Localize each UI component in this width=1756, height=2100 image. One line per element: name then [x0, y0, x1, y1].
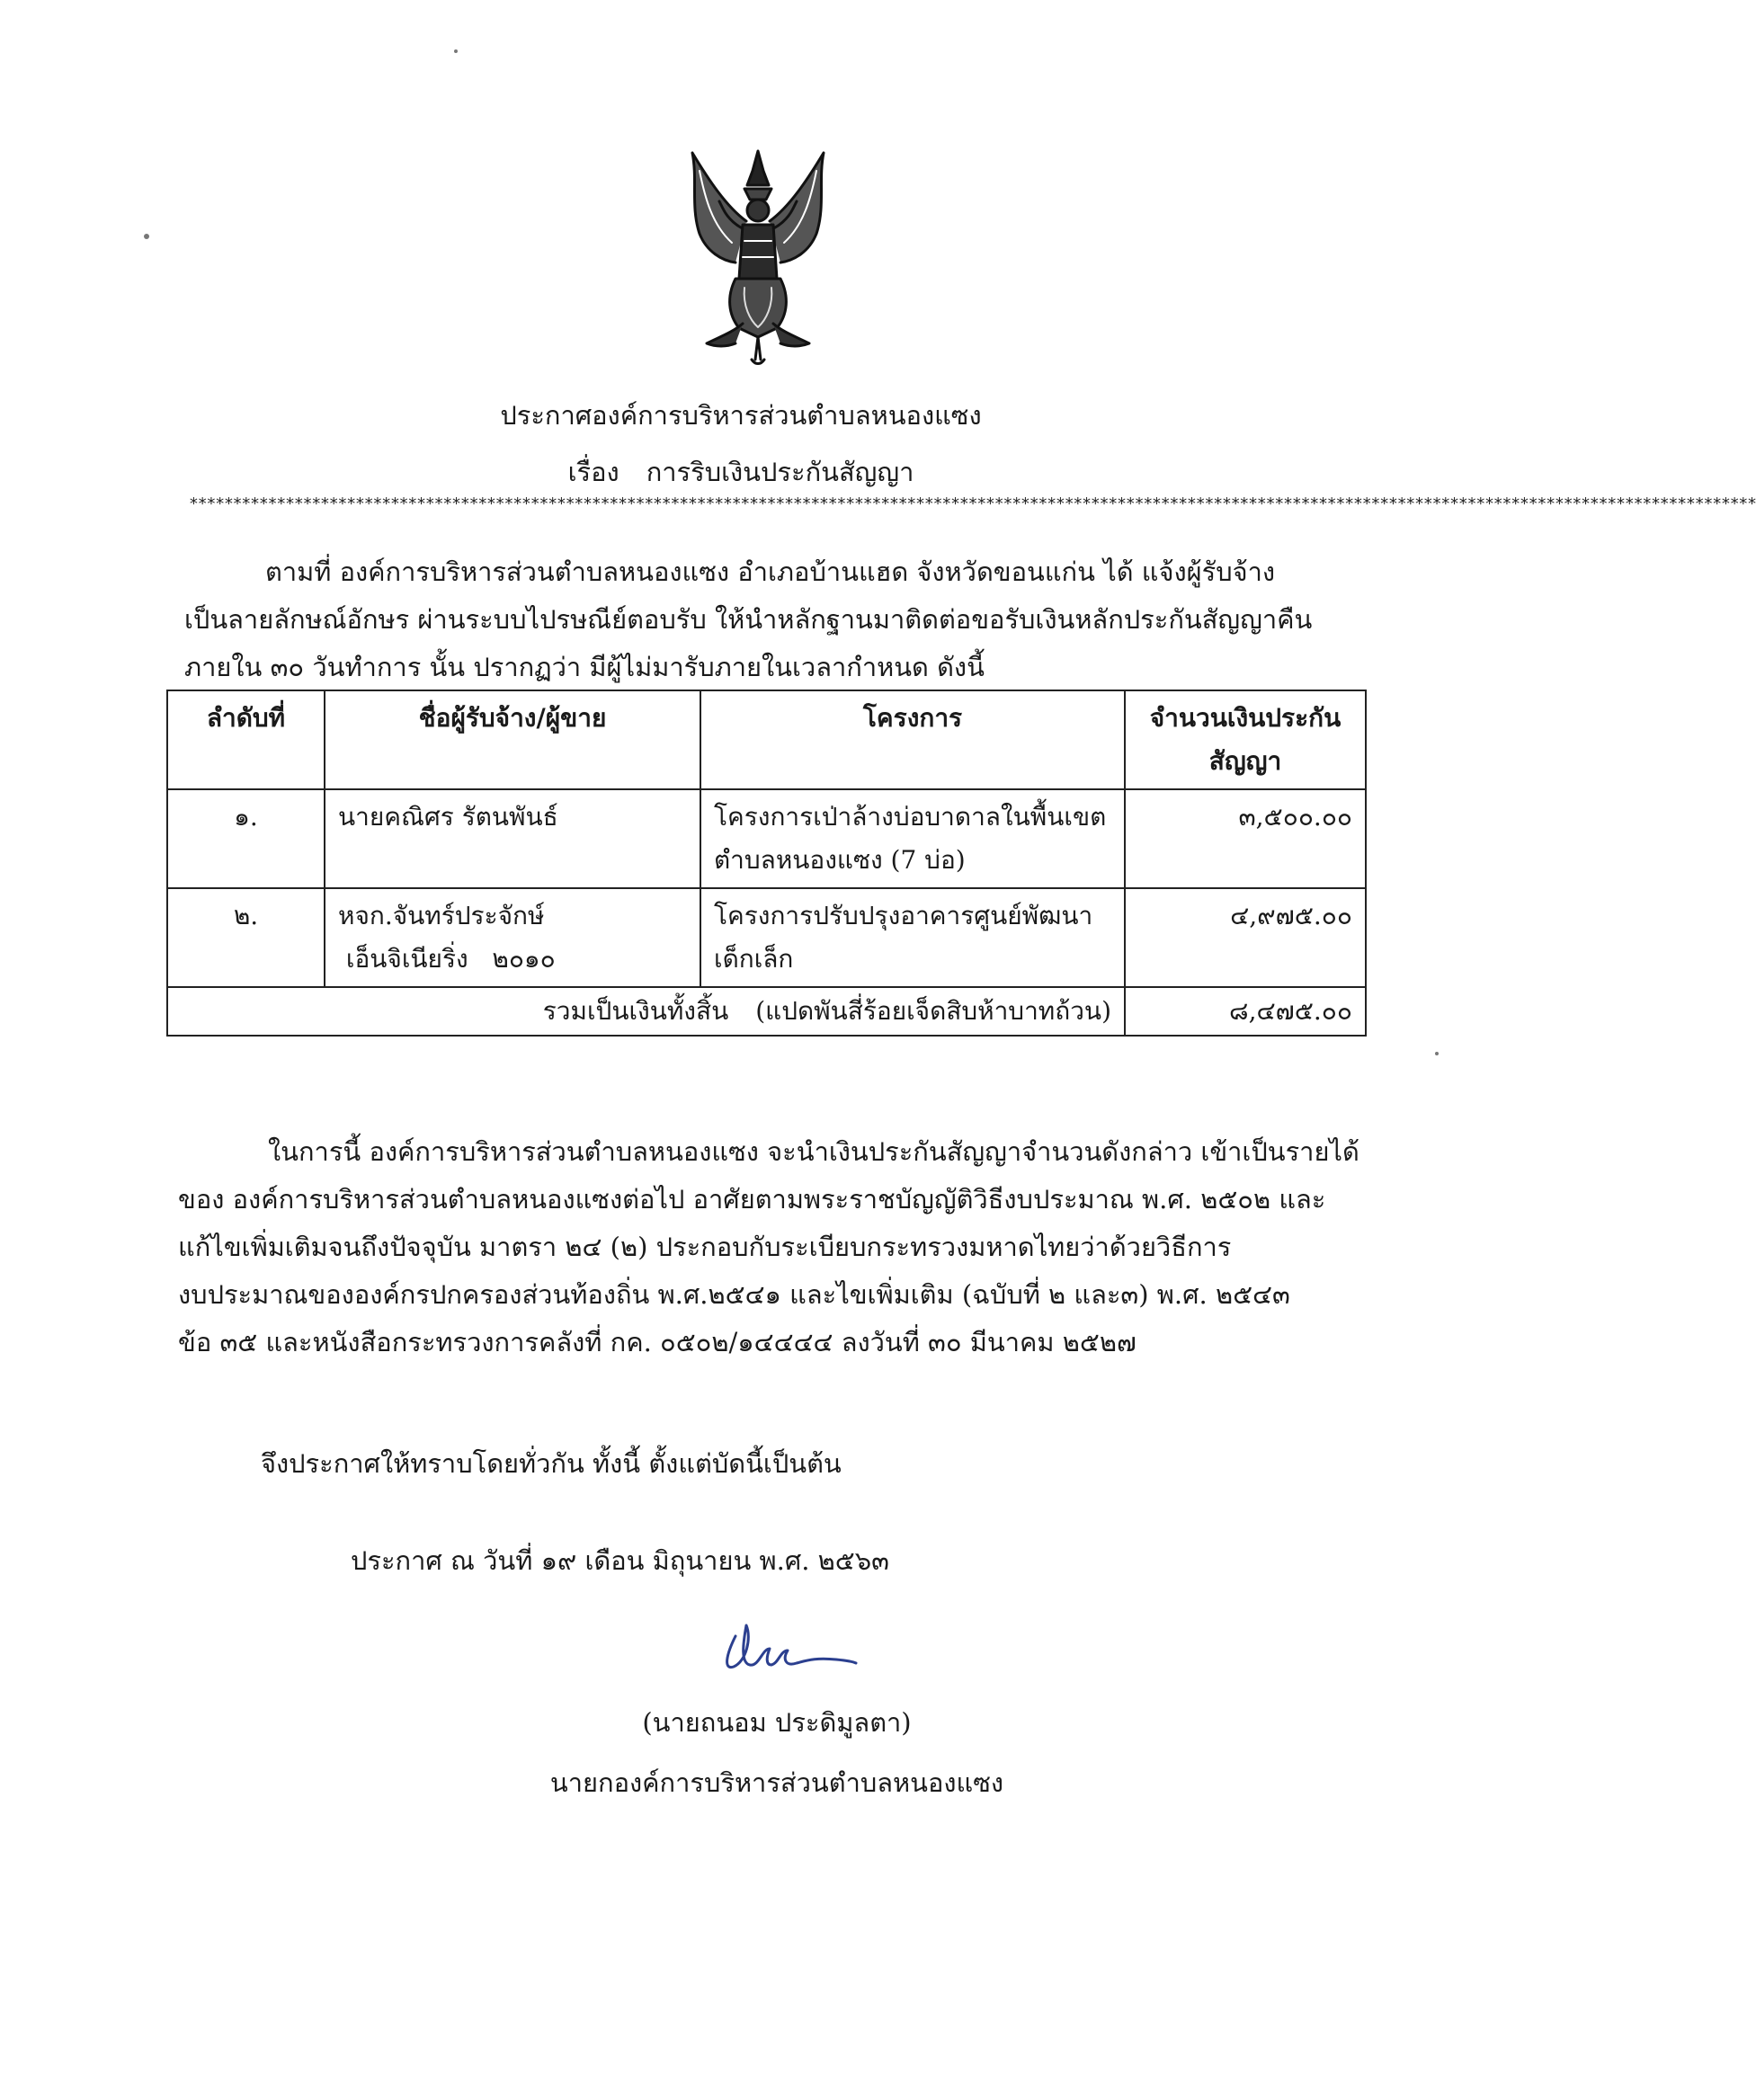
contractor-line: นายคณิศร รัตนพันธ์ — [338, 802, 558, 832]
header-amount-line: จำนวนเงินประกัน — [1149, 703, 1342, 733]
row-project — [700, 789, 1125, 888]
scan-speck — [1435, 1052, 1439, 1055]
announcement-title: ประกาศองค์การบริหารส่วนตำบลหนองแซง — [500, 400, 982, 431]
project-line: โครงการเป่าล้างบ่อบาดาลในพื้นเขต — [714, 802, 1107, 832]
row-amount: ๓,๕๐๐.๐๐ — [1125, 789, 1366, 888]
project-line: โครงการปรับปรุงอาคารศูนย์พัฒนา — [714, 901, 1093, 930]
signer-name: (นายถนอม ประดิมูลตา) — [642, 1707, 912, 1738]
total-label: รวมเป็นเงินทั้งสิ้น — [542, 996, 729, 1026]
body-paragraph — [178, 1128, 1359, 1366]
header-amount — [1125, 690, 1366, 789]
intro-line: เป็นลายลักษณ์อักษร ผ่านระบบไปรษณีย์ตอบรับ ให้นำหลักฐานมาติดต่อขอรับเงินหลักประกันสัญญาคืน — [184, 604, 1313, 635]
scan-speck — [144, 234, 149, 239]
subject-text: การริบเงินประกันสัญญา — [646, 457, 914, 487]
contractor-line: เอ็นจิเนียริ่ง ๒๐๑๐ — [338, 944, 556, 974]
row-no: ๒. — [167, 888, 325, 987]
body-line: ข้อ ๓๕ และหนังสือกระทรวงการคลังที่ กค. ๐๕๐๒/๑๔๔๔๔ ลงวันที่ ๓๐ มีนาคม ๒๕๒๗ — [178, 1327, 1136, 1357]
announcement-subject — [0, 454, 1482, 490]
header-project: โครงการ — [700, 690, 1125, 789]
intro-line: ภายใน ๓๐ วันทำการ นั้น ปรากฏว่า มีผู้ไม่มารับภายในเวลากำหนด ดังนี้ — [184, 652, 985, 682]
contractor-line: หจก.จันทร์ประจักษ์ — [338, 901, 545, 930]
forfeited-guarantee-table — [166, 690, 1367, 1037]
closing-statement: จึงประกาศให้ทราบโดยทั่วกัน ทั้งนี้ ตั้งแต่บัดนี้เป็นต้น — [261, 1448, 842, 1479]
signer-title: นายกองค์การบริหารส่วนตำบลหนองแซง — [549, 1767, 1004, 1798]
body-line: ในการนี้ องค์การบริหารส่วนตำบลหนองแซง จะนำเงินประกันสัญญาจำนวนดังกล่าว เข้าเป็นรายได้ — [268, 1136, 1359, 1167]
row-contractor — [325, 888, 700, 987]
table-header-row — [167, 690, 1366, 789]
body-line: แก้ไขเพิ่มเติมจนถึงปัจจุบัน มาตรา ๒๔ (๒) ประกอบกับระเบียบกระทรวงมหาดไทยว่าด้วยวิธีการ — [178, 1232, 1232, 1262]
total-label-cell — [167, 987, 1125, 1036]
signature-icon — [719, 1618, 863, 1681]
body-line: ของ องค์การบริหารส่วนตำบลหนองแซงต่อไป อาศัยตามพระราชบัญญัติวิธีงบประมาณ พ.ศ. ๒๕๐๒ และ — [178, 1184, 1326, 1215]
row-no: ๑. — [167, 789, 325, 888]
header-amount-line: สัญญา — [1208, 746, 1282, 776]
total-words: (แปดพันสี่ร้อยเจ็ดสิบห้าบาทถ้วน) — [755, 996, 1111, 1026]
body-line: งบประมาณขององค์กรปกครองส่วนท้องถิ่น พ.ศ.๒๕๔๑ และไขเพิ่มเติม (ฉบับที่ ๒ และ๓) พ.ศ. ๒๕๔๓ — [178, 1279, 1290, 1310]
separator-line: *********************************************************************************************************************************************************************************** — [189, 494, 1756, 513]
row-project — [700, 888, 1125, 987]
header-contractor: ชื่อผู้รับจ้าง/ผู้ขาย — [325, 690, 700, 789]
scan-speck — [454, 49, 458, 53]
project-line: เด็กเล็ก — [714, 944, 794, 974]
table-row — [167, 888, 1366, 987]
announcement-date: ประกาศ ณ วันที่ ๑๙ เดือน มิถุนายน พ.ศ. ๒๕๖๓ — [351, 1545, 889, 1576]
intro-line: ตามที่ องค์การบริหารส่วนตำบลหนองแซง อำเภอบ้านแฮด จังหวัดขอนแก่น ได้ แจ้งผู้รับจ้าง — [265, 556, 1276, 587]
table-total-row — [167, 987, 1366, 1036]
header-no: ลำดับที่ — [167, 690, 325, 789]
row-amount: ๔,๙๗๕.๐๐ — [1125, 888, 1366, 987]
intro-paragraph — [184, 548, 1317, 691]
total-amount: ๘,๔๗๕.๐๐ — [1125, 987, 1366, 1036]
table-row — [167, 789, 1366, 888]
garuda-emblem-icon — [673, 144, 843, 369]
project-line: ตำบลหนองแซง (7 บ่อ) — [714, 845, 966, 875]
row-contractor — [325, 789, 700, 888]
subject-label: เรื่อง — [567, 457, 620, 487]
